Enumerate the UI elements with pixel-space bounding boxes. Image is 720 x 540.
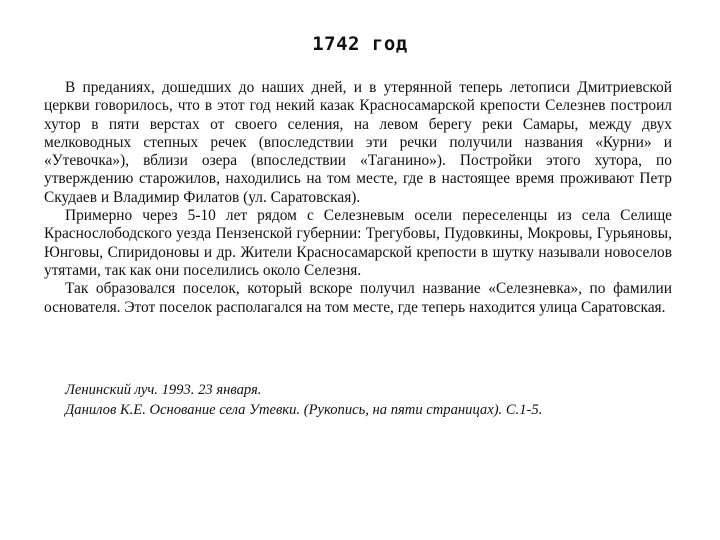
paragraph-3: Так образовался поселок, который вскоре получил название «Селезневка», по фамилии основателя. Этот поселок располагался на том месте, где теперь находится улица Саратовская. [44,280,672,316]
source-2: Данилов К.Е. Основание села Утевки. (Рукопись, на пяти страницах). С.1-5. [65,402,543,418]
paragraph-2: Примерно через 5-10 лет рядом с Селезневым осели переселенцы из села Селище Краснослободского уезда Пензенской губернии: Трегубовы, Пудовкины, Мокровы, Гурьяновы, Юнговы, Спиридоновы и др. Жители Красносамарской крепости в шутку называли новоселов утятами, так как они поселились около Селезня. [44,207,672,279]
document-title: 1742 год [312,33,408,55]
document-body [44,79,672,317]
sources-list [65,380,685,420]
source-1: Ленинский луч. 1993. 23 января. [65,382,262,398]
paragraph-1: В преданиях, дошедших до наших дней, и в утерянной теперь летописи Дмитриевской церкви говорилось, что в этот год некий казак Красносамарской крепости Селезнев построил хутор в пяти верстах от своего селения, на левом берегу реки Самары, между двух мелководных степных речек (впоследствии эти речки получили названия «Курни» и «Утевочка»), вблизи озера (впоследствии «Таганино»). Постройки этого хутора, по утверждению старожилов, находились на том месте, где в настоящее время проживают Петр Скудаев и Владимир Филатов (ул. Саратовская). [44,79,672,206]
